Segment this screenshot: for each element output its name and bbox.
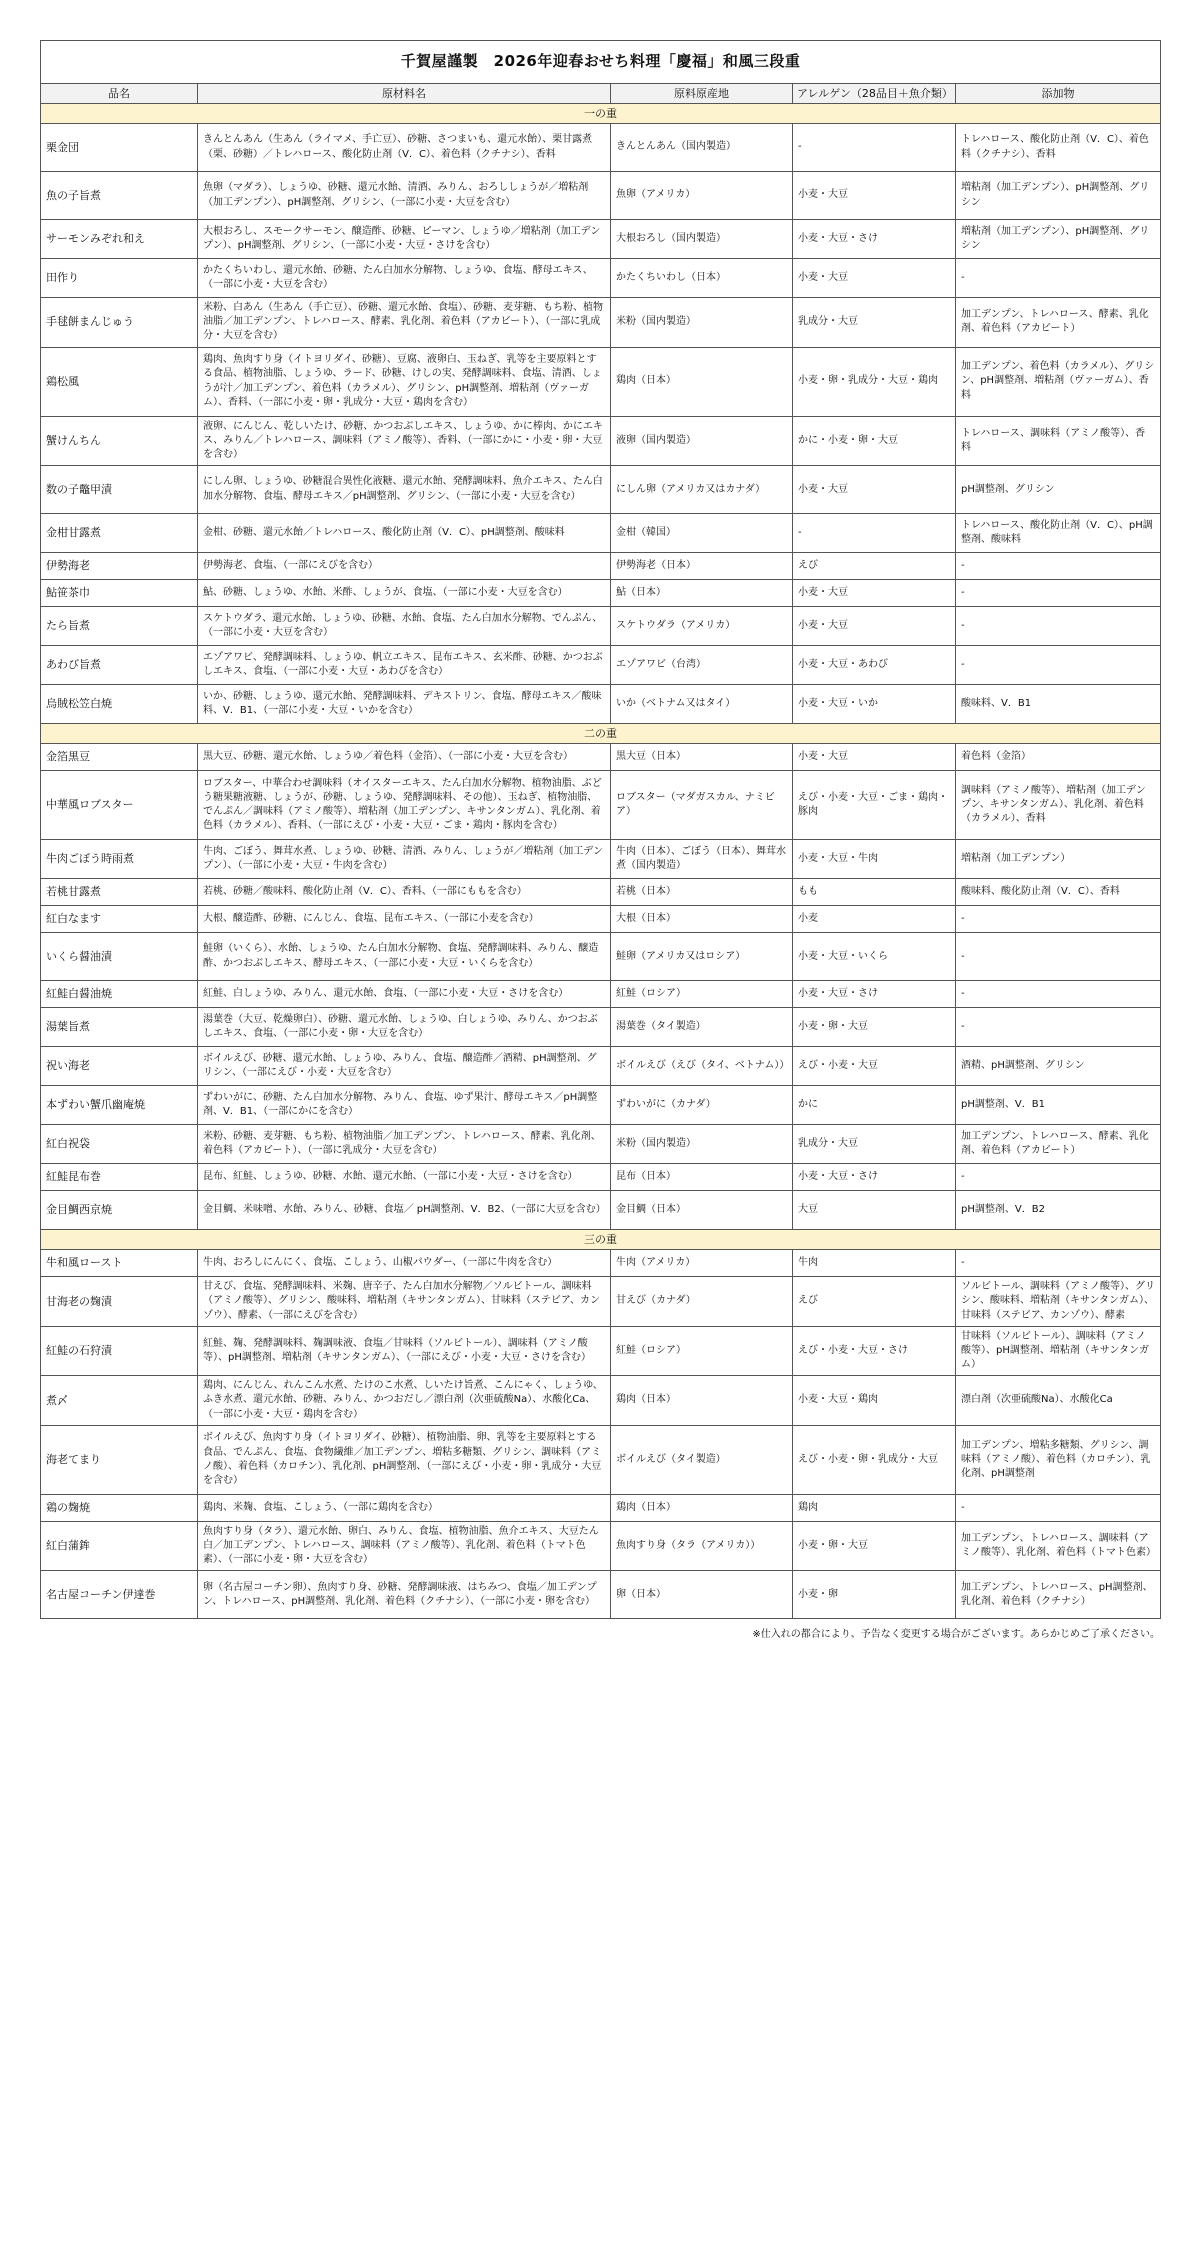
table-row: [41, 124, 1161, 172]
table-row: [41, 1191, 1161, 1230]
item-additives: ソルビトール、調味料（アミノ酸等）、グリシン、酸味料、増粘剤（キサンタンガム）、甘味料（ステビア、カンゾウ）、酵素: [956, 1277, 1161, 1327]
item-allergen: 牛肉: [793, 1250, 956, 1277]
item-origin: 甘えび（カナダ）: [611, 1277, 793, 1327]
item-name: 牛和風ロースト: [41, 1250, 198, 1277]
item-name: 鶏の麹焼: [41, 1494, 198, 1521]
item-name: 紅鮭の石狩漬: [41, 1326, 198, 1376]
item-origin: 魚卵（アメリカ）: [611, 172, 793, 220]
item-ingredients: 鶏肉、魚肉すり身（イトヨリダイ、砂糖）、豆腐、液卵白、玉ねぎ、乳等を主要原料とする食品、植物油脂、しょうゆ、ラード、砂糖、けしの実、発酵調味料、食塩、清酒、しょうが汁／加工デンプン、着色料（カラメル）、グリシン、pH調整剤、増粘剤（ヴァーガム）、香料、（一部に小麦・卵・乳成分・大豆・鶏肉を含む）: [198, 347, 611, 416]
item-origin: 卵（日本）: [611, 1571, 793, 1619]
footnote: ※仕入れの都合により、予告なく変更する場合がございます。あらかじめご了承ください。: [752, 1629, 1160, 1641]
item-name: 若桃甘露煮: [41, 879, 198, 906]
item-allergen: 小麦・卵・乳成分・大豆・鶏肉: [793, 347, 956, 416]
item-origin: きんとんあん（国内製造）: [611, 124, 793, 172]
item-ingredients: 魚肉すり身（タラ）、還元水飴、卵白、みりん、食塩、植物油脂、魚介エキス、大豆たん白／加工デンプン、トレハロース、調味料（アミノ酸等）、乳化剤、着色料（トマト色素）、（一部に小麦・卵・大豆を含む）: [198, 1521, 611, 1571]
table-row: [41, 840, 1161, 879]
item-ingredients: いか、砂糖、しょうゆ、還元水飴、発酵調味料、デキストリン、食塩、酵母エキス／酸味料、V．B1、（一部に小麦・大豆・いかを含む）: [198, 685, 611, 724]
item-additives: -: [956, 1250, 1161, 1277]
item-origin: 米粉（国内製造）: [611, 1125, 793, 1164]
item-name: サーモンみぞれ和え: [41, 220, 198, 259]
item-origin: いか（ベトナム又はタイ）: [611, 685, 793, 724]
item-name: 牛肉ごぼう時雨煮: [41, 840, 198, 879]
item-additives: 調味料（アミノ酸等）、増粘剤（加工デンプン、キサンタンガム）、乳化剤、着色料（カラメル）、香料: [956, 771, 1161, 840]
table-row: [41, 1008, 1161, 1047]
item-allergen: 鶏肉: [793, 1494, 956, 1521]
item-allergen: 小麦・大豆: [793, 259, 956, 298]
table-row: [41, 1277, 1161, 1327]
item-origin: 紅鮭（ロシア）: [611, 1326, 793, 1376]
item-ingredients: にしん卵、しょうゆ、砂糖混合異性化液糖、還元水飴、発酵調味料、魚介エキス、たん白加水分解物、食塩、酵母エキス／pH調整剤、グリシン、（一部に小麦・大豆を含む）: [198, 466, 611, 514]
item-allergen: 乳成分・大豆: [793, 1125, 956, 1164]
item-allergen: -: [793, 124, 956, 172]
item-additives: 加工デンプン、増粘多糖類、グリシン、調味料（アミノ酸）、着色料（カロチン）、乳化剤、pH調整剤: [956, 1425, 1161, 1494]
item-additives: -: [956, 646, 1161, 685]
item-name: 中華風ロブスター: [41, 771, 198, 840]
table-row: [41, 1047, 1161, 1086]
item-ingredients: 昆布、紅鮭、しょうゆ、砂糖、水飴、還元水飴、（一部に小麦・大豆・さけを含む）: [198, 1164, 611, 1191]
allergen-sheet: [40, 40, 1160, 1640]
item-name: 紅鮭白醤油焼: [41, 981, 198, 1008]
item-ingredients: 紅鮭、白しょうゆ、みりん、還元水飴、食塩、（一部に小麦・大豆・さけを含む）: [198, 981, 611, 1008]
item-ingredients: 卵（名古屋コーチン卵）、魚肉すり身、砂糖、発酵調味液、はちみつ、食塩／加工デンプン、トレハロース、pH調整剤、乳化剤、着色料（クチナシ）、（一部に小麦・卵を含む）: [198, 1571, 611, 1619]
item-name: 手毬餅まんじゅう: [41, 298, 198, 348]
item-additives: -: [956, 1008, 1161, 1047]
item-name: 蟹けんちん: [41, 416, 198, 466]
column-header-allergen: アレルゲン（28品目＋魚介類）: [793, 84, 956, 104]
item-allergen: 大豆: [793, 1191, 956, 1230]
item-allergen: 小麦・大豆・あわび: [793, 646, 956, 685]
item-origin: 大根おろし（国内製造）: [611, 220, 793, 259]
table-row: [41, 1250, 1161, 1277]
item-origin: 牛肉（アメリカ）: [611, 1250, 793, 1277]
item-origin: 魚肉すり身（タラ（アメリカ））: [611, 1521, 793, 1571]
item-ingredients: エゾアワビ、発酵調味料、しょうゆ、帆立エキス、昆布エキス、玄米酢、砂糖、かつおぶしエキス、食塩、（一部に小麦・大豆・あわびを含む）: [198, 646, 611, 685]
section-row: [41, 104, 1161, 124]
item-ingredients: スケトウダラ、還元水飴、しょうゆ、砂糖、水飴、食塩、たん白加水分解物、でんぷん、（一部に小麦・大豆を含む）: [198, 607, 611, 646]
item-origin: にしん卵（アメリカ又はカナダ）: [611, 466, 793, 514]
item-allergen: 小麦・卵・大豆: [793, 1521, 956, 1571]
table-row: [41, 347, 1161, 416]
table-row: [41, 298, 1161, 348]
item-name: 紅白なます: [41, 906, 198, 933]
column-header-name: 品名: [41, 84, 198, 104]
item-allergen: 小麦・大豆・さけ: [793, 220, 956, 259]
table-row: [41, 933, 1161, 981]
item-additives: 酸味料、酸化防止剤（V．C）、香料: [956, 879, 1161, 906]
table-row: [41, 580, 1161, 607]
item-name: 紅白祝袋: [41, 1125, 198, 1164]
item-allergen: えび・小麦・卵・乳成分・大豆: [793, 1425, 956, 1494]
table-row: [41, 220, 1161, 259]
item-origin: 米粉（国内製造）: [611, 298, 793, 348]
item-additives: 着色料（金箔）: [956, 744, 1161, 771]
item-additives: 加工デンプン、着色料（カラメル）、グリシン、pH調整剤、増粘剤（ヴァーガム）、香料: [956, 347, 1161, 416]
table-row: [41, 1425, 1161, 1494]
table-row: [41, 607, 1161, 646]
item-name: たら旨煮: [41, 607, 198, 646]
item-name: 煮〆: [41, 1376, 198, 1426]
item-origin: 液卵（国内製造）: [611, 416, 793, 466]
item-name: 紅白蒲鉾: [41, 1521, 198, 1571]
item-allergen: えび・小麦・大豆・さけ: [793, 1326, 956, 1376]
item-allergen: もも: [793, 879, 956, 906]
item-additives: 加工デンプン、トレハロース、酵素、乳化剤、着色料（アカビート）: [956, 298, 1161, 348]
item-ingredients: かたくちいわし、還元水飴、砂糖、たん白加水分解物、しょうゆ、食塩、酵母エキス、（一部に小麦・大豆を含む）: [198, 259, 611, 298]
item-ingredients: 紅鮭、麹、発酵調味料、麹調味液、食塩／甘味料（ソルビトール）、調味料（アミノ酸等）、pH調整剤、増粘剤（キサンタンガム）、（一部にえび・小麦・大豆・さけを含む）: [198, 1326, 611, 1376]
item-allergen: 小麦・大豆・いか: [793, 685, 956, 724]
item-name: あわび旨煮: [41, 646, 198, 685]
item-additives: 漂白剤（次亜硫酸Na）、水酸化Ca: [956, 1376, 1161, 1426]
item-additives: トレハロース、酸化防止剤（V．C）、pH調整剤、酸味料: [956, 514, 1161, 553]
item-name: 魚の子旨煮: [41, 172, 198, 220]
item-ingredients: 伊勢海老、食塩、（一部にえびを含む）: [198, 553, 611, 580]
item-ingredients: 大根、醸造酢、砂糖、にんじん、食塩、昆布エキス、（一部に小麦を含む）: [198, 906, 611, 933]
item-additives: -: [956, 933, 1161, 981]
table-row: [41, 1125, 1161, 1164]
item-name: 栗金団: [41, 124, 198, 172]
table-row: [41, 744, 1161, 771]
item-allergen: かに: [793, 1086, 956, 1125]
item-additives: 加工デンプン、トレハロース、調味料（アミノ酸等）、乳化剤、着色料（トマト色素）: [956, 1521, 1161, 1571]
column-header-origin: 原料原産地: [611, 84, 793, 104]
item-origin: 湯葉巻（タイ製造）: [611, 1008, 793, 1047]
item-ingredients: ボイルえび、魚肉すり身（イトヨリダイ、砂糖）、植物油脂、卵、乳等を主要原料とする食品、でんぷん、食塩、食物繊維／加工デンプン、増粘多糖類、グリシン、調味料（アミノ酸）、着色料（カロチン）、乳化剤、pH調整剤、（一部にえび・小麦・卵・乳成分・大豆を含む）: [198, 1425, 611, 1494]
item-ingredients: 若桃、砂糖／酸味料、酸化防止剤（V．C）、香料、（一部にももを含む）: [198, 879, 611, 906]
item-ingredients: 鮭卵（いくら）、水飴、しょうゆ、たん白加水分解物、食塩、発酵調味料、みりん、醸造酢、かつおぶしエキス、酵母エキス、（一部に小麦・大豆・いくらを含む）: [198, 933, 611, 981]
item-origin: ロブスター（マダガスカル、ナミビア）: [611, 771, 793, 840]
item-allergen: 小麦・大豆: [793, 466, 956, 514]
item-name: 金柑甘露煮: [41, 514, 198, 553]
table-row: [41, 981, 1161, 1008]
table-row: [41, 1571, 1161, 1619]
table-body: [41, 104, 1161, 1619]
table-row: [41, 1376, 1161, 1426]
item-ingredients: 甘えび、食塩、発酵調味料、米麹、唐辛子、たん白加水分解物／ソルビトール、調味料（アミノ酸等）、グリシン、酸味料、増粘剤（キサンタンガム）、甘味料（ステビア、カンゾウ）、酵素、（一部にえびを含む）: [198, 1277, 611, 1327]
item-allergen: えび・小麦・大豆・ごま・鶏肉・豚肉: [793, 771, 956, 840]
item-additives: -: [956, 553, 1161, 580]
item-additives: -: [956, 607, 1161, 646]
table-row: [41, 1326, 1161, 1376]
item-allergen: 乳成分・大豆: [793, 298, 956, 348]
column-header-additives: 添加物: [956, 84, 1161, 104]
item-additives: -: [956, 981, 1161, 1008]
item-name: 数の子鼈甲漬: [41, 466, 198, 514]
item-allergen: 小麦・大豆: [793, 607, 956, 646]
table-row: [41, 879, 1161, 906]
item-allergen: えび: [793, 553, 956, 580]
item-additives: -: [956, 906, 1161, 933]
item-name: 田作り: [41, 259, 198, 298]
item-ingredients: 湯葉巻（大豆、乾燥卵白）、砂糖、還元水飴、しょうゆ、白しょうゆ、みりん、かつおぶしエキス、食塩、（一部に小麦・卵・大豆を含む）: [198, 1008, 611, 1047]
table-row: [41, 646, 1161, 685]
item-name: 鶏松風: [41, 347, 198, 416]
item-allergen: えび: [793, 1277, 956, 1327]
item-allergen: -: [793, 514, 956, 553]
item-ingredients: 牛肉、ごぼう、舞茸水煮、しょうゆ、砂糖、清酒、みりん、しょうが／増粘剤（加工デンプン）、（一部に小麦・大豆・牛肉を含む）: [198, 840, 611, 879]
item-origin: ずわいがに（カナダ）: [611, 1086, 793, 1125]
item-allergen: 小麦・大豆・いくら: [793, 933, 956, 981]
item-ingredients: ずわいがに、砂糖、たん白加水分解物、みりん、食塩、ゆず果汁、酵母エキス／pH調整剤、V．B1、（一部にかにを含む）: [198, 1086, 611, 1125]
item-ingredients: ロブスター、中華合わせ調味料（オイスターエキス、たん白加水分解物、植物油脂、ぶどう糖果糖液糖、しょうが、砂糖、しょうゆ、発酵調味料、その他）、玉ねぎ、植物油脂、でんぷん／調味料（アミノ酸等）、増粘剤（加工デンプン、キサンタンガム）、乳化剤、着色料（カラメル）、香料、（一部にえび・小麦・大豆・ごま・鶏肉・豚肉を含む）: [198, 771, 611, 840]
item-origin: 黒大豆（日本）: [611, 744, 793, 771]
item-origin: 若桃（日本）: [611, 879, 793, 906]
item-origin: 紅鮭（ロシア）: [611, 981, 793, 1008]
item-origin: 昆布（日本）: [611, 1164, 793, 1191]
item-name: 金箔黒豆: [41, 744, 198, 771]
item-name: 本ずわい蟹爪幽庵焼: [41, 1086, 198, 1125]
item-allergen: 小麦・大豆: [793, 580, 956, 607]
item-name: 伊勢海老: [41, 553, 198, 580]
table-row: [41, 1086, 1161, 1125]
table-row: [41, 906, 1161, 933]
item-additives: 甘味料（ソルビトール）、調味料（アミノ酸等）、pH調整剤、増粘剤（キサンタンガム）: [956, 1326, 1161, 1376]
item-additives: トレハロース、酸化防止剤（V．C）、着色料（クチナシ）、香料: [956, 124, 1161, 172]
item-additives: -: [956, 259, 1161, 298]
item-allergen: 小麦・卵: [793, 1571, 956, 1619]
section-label: 三の重: [41, 1230, 1161, 1250]
section-label: 一の重: [41, 104, 1161, 124]
section-row: [41, 724, 1161, 744]
column-header-ingredients: 原材料名: [198, 84, 611, 104]
item-origin: かたくちいわし（日本）: [611, 259, 793, 298]
item-ingredients: 牛肉、おろしにんにく、食塩、こしょう、山椒パウダー、（一部に牛肉を含む）: [198, 1250, 611, 1277]
item-ingredients: 鶏肉、米麹、食塩、こしょう、（一部に鶏肉を含む）: [198, 1494, 611, 1521]
item-origin: ボイルえび（えび（タイ、ベトナム））: [611, 1047, 793, 1086]
item-name: 名古屋コーチン伊達巻: [41, 1571, 198, 1619]
item-allergen: えび・小麦・大豆: [793, 1047, 956, 1086]
item-ingredients: 金目鯛、米味噌、水飴、みりん、砂糖、食塩／ pH調整剤、V．B2、（一部に大豆を含む）: [198, 1191, 611, 1230]
table-row: [41, 514, 1161, 553]
item-name: いくら醤油漬: [41, 933, 198, 981]
item-ingredients: 魚卵（マダラ）、しょうゆ、砂糖、還元水飴、清酒、みりん、おろししょうが／増粘剤（加工デンプン）、pH調整剤、グリシン、（一部に小麦・大豆を含む）: [198, 172, 611, 220]
item-additives: pH調整剤、V．B1: [956, 1086, 1161, 1125]
item-ingredients: 鮎、砂糖、しょうゆ、水飴、米酢、しょうが、食塩、（一部に小麦・大豆を含む）: [198, 580, 611, 607]
item-allergen: 小麦・大豆・鶏肉: [793, 1376, 956, 1426]
section-row: [41, 1230, 1161, 1250]
table-row: [41, 172, 1161, 220]
item-origin: 牛肉（日本）、ごぼう（日本）、舞茸水煮（国内製造）: [611, 840, 793, 879]
item-ingredients: きんとんあん（生あん（ライマメ、手亡豆）、砂糖、さつまいも、還元水飴）、栗甘露煮（栗、砂糖）／トレハロース、酸化防止剤（V．C）、着色料（クチナシ）、香料: [198, 124, 611, 172]
item-additives: 酸味料、V．B1: [956, 685, 1161, 724]
item-additives: 酒精、pH調整剤、グリシン: [956, 1047, 1161, 1086]
title-row: [41, 41, 1161, 84]
item-allergen: 小麦・大豆・さけ: [793, 1164, 956, 1191]
item-origin: 鶏肉（日本）: [611, 1494, 793, 1521]
item-origin: ボイルえび（タイ製造）: [611, 1425, 793, 1494]
item-additives: -: [956, 1494, 1161, 1521]
item-ingredients: 鶏肉、にんじん、れんこん水煮、たけのこ水煮、しいたけ旨煮、こんにゃく、しょうゆ、ふき水煮、還元水飴、砂糖、みりん、かつおだし／漂白剤（次亜硫酸Na）、水酸化Ca、（一部に小麦・大豆・鶏肉を含む）: [198, 1376, 611, 1426]
item-name: 湯葉旨煮: [41, 1008, 198, 1047]
item-origin: 鶏肉（日本）: [611, 1376, 793, 1426]
item-additives: 増粘剤（加工デンプン）、pH調整剤、グリシン: [956, 220, 1161, 259]
item-origin: 金柑（韓国）: [611, 514, 793, 553]
item-additives: -: [956, 1164, 1161, 1191]
item-origin: 伊勢海老（日本）: [611, 553, 793, 580]
table-row: [41, 1521, 1161, 1571]
item-additives: pH調整剤、グリシン: [956, 466, 1161, 514]
item-allergen: 小麦・大豆: [793, 172, 956, 220]
section-label: 二の重: [41, 724, 1161, 744]
item-origin: 金目鯛（日本）: [611, 1191, 793, 1230]
item-origin: 鮭卵（アメリカ又はロシア）: [611, 933, 793, 981]
ingredient-table: [40, 40, 1161, 1619]
item-ingredients: 米粉、砂糖、麦芽糖、もち粉、植物油脂／加工デンプン、トレハロース、酵素、乳化剤、着色料（アカビート）、（一部に乳成分・大豆を含む）: [198, 1125, 611, 1164]
item-allergen: 小麦: [793, 906, 956, 933]
table-row: [41, 771, 1161, 840]
table-title: 千賀屋謹製 2026年迎春おせち料理「慶福」和風三段重: [41, 41, 1161, 84]
item-additives: 加工デンプン、トレハロース、pH調整剤、乳化剤、着色料（クチナシ）: [956, 1571, 1161, 1619]
item-origin: 鮎（日本）: [611, 580, 793, 607]
item-name: 鮎笹茶巾: [41, 580, 198, 607]
item-additives: トレハロース、調味料（アミノ酸等）、香料: [956, 416, 1161, 466]
item-allergen: 小麦・大豆・牛肉: [793, 840, 956, 879]
item-name: 祝い海老: [41, 1047, 198, 1086]
item-allergen: 小麦・大豆: [793, 744, 956, 771]
item-origin: 大根（日本）: [611, 906, 793, 933]
item-ingredients: 液卵、にんじん、乾しいたけ、砂糖、かつおぶしエキス、しょうゆ、かに棒肉、かにエキス、みりん／トレハロース、調味料（アミノ酸等）、香料、（一部にかに・小麦・卵・大豆を含む）: [198, 416, 611, 466]
item-ingredients: ボイルえび、砂糖、還元水飴、しょうゆ、みりん、食塩、醸造酢／酒精、pH調整剤、グリシン、（一部にえび・小麦・大豆を含む）: [198, 1047, 611, 1086]
table-row: [41, 259, 1161, 298]
item-additives: 増粘剤（加工デンプン）: [956, 840, 1161, 879]
item-origin: 鶏肉（日本）: [611, 347, 793, 416]
table-row: [41, 1164, 1161, 1191]
item-name: 紅鮭昆布巻: [41, 1164, 198, 1191]
table-row: [41, 416, 1161, 466]
item-ingredients: 米粉、白あん（生あん（手亡豆）、砂糖、還元水飴、食塩）、砂糖、麦芽糖、もち粉、植物油脂／加工デンプン、トレハロース、酵素、乳化剤、着色料（アカビート）、（一部に乳成分・大豆を含む）: [198, 298, 611, 348]
table-row: [41, 685, 1161, 724]
item-additives: 増粘剤（加工デンプン）、pH調整剤、グリシン: [956, 172, 1161, 220]
table-row: [41, 553, 1161, 580]
item-ingredients: 黒大豆、砂糖、還元水飴、しょうゆ／着色料（金箔）、（一部に小麦・大豆を含む）: [198, 744, 611, 771]
item-name: 海老てまり: [41, 1425, 198, 1494]
item-additives: 加工デンプン、トレハロース、酵素、乳化剤、着色料（アカビート）: [956, 1125, 1161, 1164]
item-origin: スケトウダラ（アメリカ）: [611, 607, 793, 646]
item-additives: -: [956, 580, 1161, 607]
item-name: 甘海老の麹漬: [41, 1277, 198, 1327]
item-ingredients: 金柑、砂糖、還元水飴／トレハロース、酸化防止剤（V．C）、pH調整剤、酸味料: [198, 514, 611, 553]
item-origin: エゾアワビ（台湾）: [611, 646, 793, 685]
header-row: [41, 84, 1161, 104]
item-allergen: かに・小麦・卵・大豆: [793, 416, 956, 466]
item-name: 金目鯛西京焼: [41, 1191, 198, 1230]
item-name: 烏賊松笠白焼: [41, 685, 198, 724]
table-row: [41, 466, 1161, 514]
item-additives: pH調整剤、V．B2: [956, 1191, 1161, 1230]
item-ingredients: 大根おろし、スモークサーモン、醸造酢、砂糖、ピーマン、しょうゆ／増粘剤（加工デンプン）、pH調整剤、グリシン、（一部に小麦・大豆・さけを含む）: [198, 220, 611, 259]
table-row: [41, 1494, 1161, 1521]
item-allergen: 小麦・卵・大豆: [793, 1008, 956, 1047]
item-allergen: 小麦・大豆・さけ: [793, 981, 956, 1008]
